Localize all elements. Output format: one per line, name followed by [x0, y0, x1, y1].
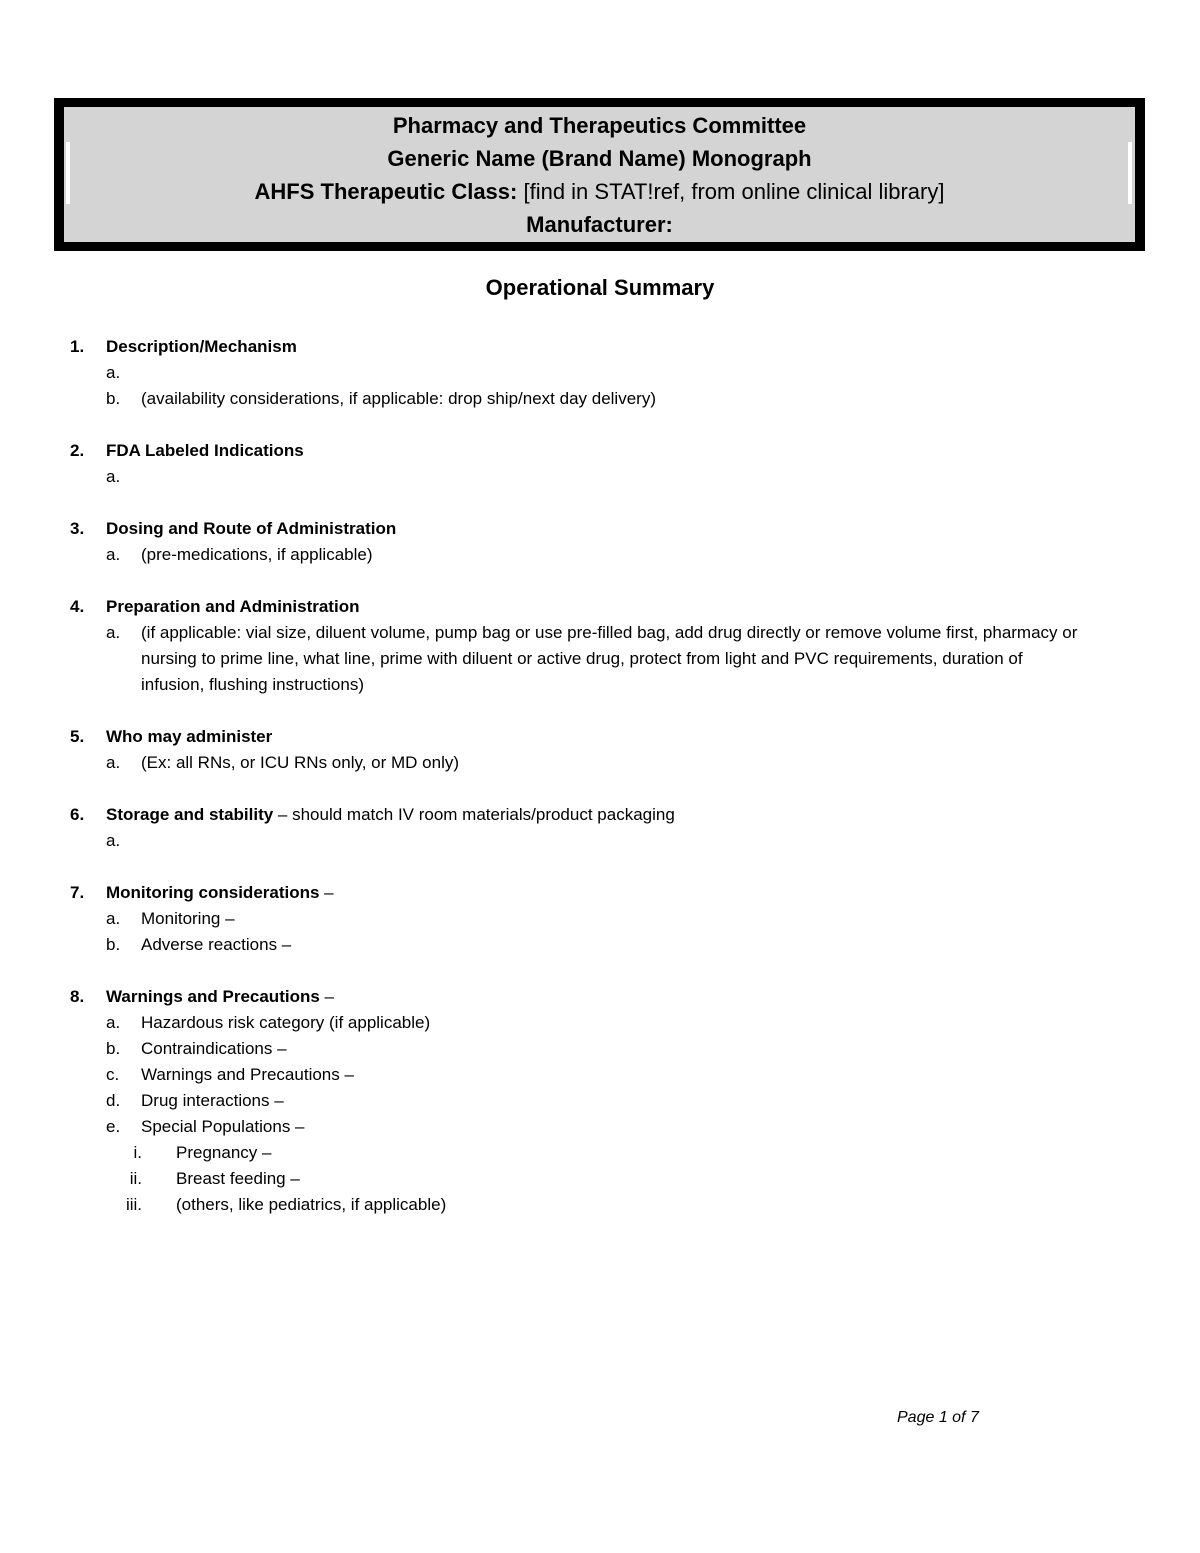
item-title: Who may administer — [106, 727, 273, 746]
sub-item-marker: e. — [106, 1117, 121, 1136]
outline-item — [0, 516, 1200, 568]
sub-item — [0, 1114, 1200, 1140]
sub-item — [0, 1088, 1200, 1114]
item-title-line — [106, 594, 1200, 620]
sub-item-text: (pre-medications, if applicable) — [141, 545, 373, 564]
outline-item-heading — [0, 334, 1200, 360]
item-title: Monitoring considerations — [106, 883, 320, 902]
sub-item-marker: a. — [106, 363, 121, 382]
sub-sub-item-marker: ii. — [129, 1169, 142, 1188]
outline-item — [0, 438, 1200, 490]
sub-item-marker: b. — [106, 935, 121, 954]
outline-item — [0, 334, 1200, 412]
item-title-line — [106, 516, 1200, 542]
header-box — [54, 98, 1145, 251]
sub-item-marker: a. — [106, 467, 121, 486]
manufacturer-label: Manufacturer: — [526, 211, 673, 237]
sub-item-marker: a. — [106, 831, 121, 850]
committee-title: Pharmacy and Therapeutics Committee — [392, 112, 807, 138]
outline-item-heading — [0, 724, 1200, 750]
sub-item-text — [141, 464, 1086, 490]
sub-item-text: Drug interactions – — [141, 1091, 284, 1110]
header-content — [64, 107, 1135, 242]
sub-item — [0, 360, 1200, 386]
outline-item-heading — [0, 984, 1200, 1010]
sub-item-text: Hazardous risk category (if applicable) — [141, 1013, 431, 1032]
item-title: Warnings and Precautions — [106, 987, 320, 1006]
item-title-line — [106, 802, 1200, 828]
sub-item — [0, 932, 1200, 958]
sub-item-marker: c. — [106, 1065, 120, 1084]
item-number: 1. — [70, 337, 85, 356]
item-number: 7. — [70, 883, 85, 902]
sub-item-marker: a. — [106, 753, 121, 772]
sub-sub-item-text: (others, like pediatrics, if applicable) — [176, 1195, 447, 1214]
sub-item — [0, 464, 1200, 490]
therapeutic-class — [255, 175, 945, 208]
sub-item-text: Special Populations – — [141, 1117, 305, 1136]
item-title-line — [106, 438, 1200, 464]
outline-item-heading — [0, 516, 1200, 542]
sub-item-text: Warnings and Precautions – — [141, 1065, 354, 1084]
sub-item-text — [141, 828, 1086, 854]
sub-sub-item-text: Breast feeding – — [176, 1169, 300, 1188]
item-title-suffix: – should match IV room materials/product packaging — [273, 805, 675, 824]
item-number: 8. — [70, 987, 85, 1006]
page-number: Page 1 of 7 — [897, 1409, 979, 1426]
therapeutic-class-value: [find in STAT!ref, from online clinical library] — [517, 178, 945, 204]
item-title-line — [106, 334, 1200, 360]
sub-item-marker: d. — [106, 1091, 121, 1110]
sub-sub-item-marker: i. — [133, 1143, 142, 1162]
header-edge-left — [66, 142, 70, 204]
sub-item — [0, 542, 1200, 568]
item-number: 5. — [70, 727, 85, 746]
monograph-title: Generic Name (Brand Name) Monograph — [387, 145, 812, 171]
sub-item-marker: b. — [106, 389, 121, 408]
item-title-line — [106, 724, 1200, 750]
sub-item-text: (Ex: all RNs, or ICU RNs only, or MD only) — [141, 753, 460, 772]
therapeutic-class-label: AHFS Therapeutic Class: — [254, 178, 518, 204]
outline-item — [0, 724, 1200, 776]
outline-item-heading — [0, 594, 1200, 620]
sub-item-marker: a. — [106, 1013, 121, 1032]
sub-sub-item-text: Pregnancy – — [176, 1143, 272, 1162]
sub-item — [0, 750, 1200, 776]
item-number: 2. — [70, 441, 85, 460]
sub-item-text: Monitoring – — [141, 909, 235, 928]
item-title: FDA Labeled Indications — [106, 441, 304, 460]
sub-item-marker: a. — [106, 909, 121, 928]
sub-item — [0, 906, 1200, 932]
sub-item — [0, 386, 1200, 412]
outline-item — [0, 594, 1200, 698]
sub-item — [0, 620, 1200, 698]
sub-sub-item — [0, 1166, 1200, 1192]
sub-item — [0, 1010, 1200, 1036]
item-number: 6. — [70, 805, 85, 824]
section-title: Operational Summary — [485, 275, 715, 300]
sub-item-text — [141, 360, 1086, 386]
sub-sub-item — [0, 1140, 1200, 1166]
sub-item-text: (availability considerations, if applicable: drop ship/next day delivery) — [141, 389, 656, 408]
sub-item-marker: a. — [106, 623, 121, 642]
sub-item-text: Adverse reactions – — [141, 935, 292, 954]
sub-sub-item — [0, 1192, 1200, 1218]
item-title: Description/Mechanism — [106, 337, 297, 356]
sub-item-marker: b. — [106, 1039, 121, 1058]
outline-item-heading — [0, 802, 1200, 828]
outline-item-heading — [0, 880, 1200, 906]
sub-item — [0, 1062, 1200, 1088]
sub-item — [0, 828, 1200, 854]
item-number: 3. — [70, 519, 85, 538]
item-title-suffix: – — [319, 883, 334, 902]
item-title: Preparation and Administration — [106, 597, 360, 616]
item-title: Dosing and Route of Administration — [106, 519, 397, 538]
sub-item-text: Contraindications – — [141, 1039, 287, 1058]
item-title-line — [106, 880, 1200, 906]
outline-item-heading — [0, 438, 1200, 464]
header-edge-right — [1128, 142, 1132, 204]
item-number: 4. — [70, 597, 85, 616]
outline-item — [0, 984, 1200, 1218]
outline-item — [0, 802, 1200, 854]
item-title-line — [106, 984, 1200, 1010]
sub-item-text: (if applicable: vial size, diluent volume, pump bag or use pre-filled bag, add drug directly or remove volume first, pharmacy or nursing to prime line, what line, prime with diluent or active drug, protect from light and PVC requirements, duration of infusion, flushing instructions) — [141, 623, 1078, 694]
outline-list — [0, 334, 1200, 1244]
sub-sub-item-marker: iii. — [125, 1195, 142, 1214]
item-title-suffix: – — [319, 987, 334, 1006]
sub-item — [0, 1036, 1200, 1062]
item-title: Storage and stability — [106, 805, 274, 824]
sub-item-marker: a. — [106, 545, 121, 564]
outline-item — [0, 880, 1200, 958]
